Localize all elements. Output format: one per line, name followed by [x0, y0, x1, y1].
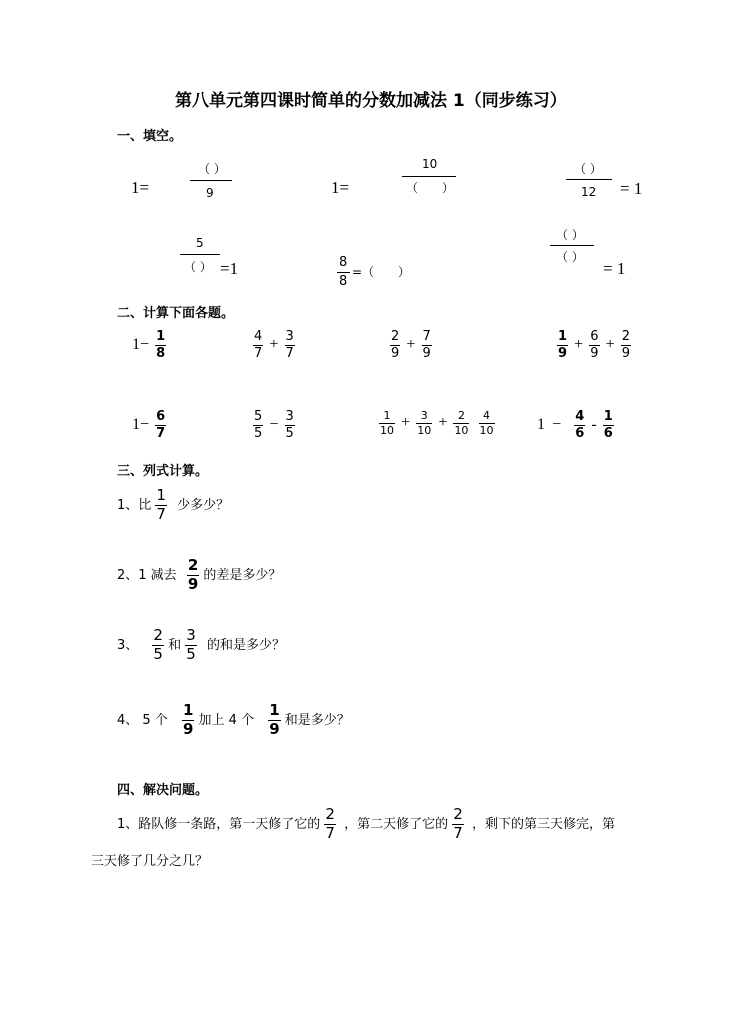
fill-6-numerator: （ ） [556, 228, 584, 242]
word-q4: 4、 5 个 $\frac{1}{9}$ 加上 4 个 $\frac{1}{9}$ 和是多少？ [117, 701, 350, 738]
problem-1-line-2: 三天修了几分之几？ [91, 854, 209, 869]
fill-3-denominator: 12 [581, 185, 597, 199]
fill-4-bar [180, 254, 220, 255]
fill-2-denominator: （ ） [406, 181, 455, 195]
fill-6-rhs: = 1 [603, 259, 626, 278]
fill-2-numerator: 10 [422, 157, 438, 171]
fill-4-rhs: =1 [220, 259, 239, 278]
fill-3-rhs: = 1 [620, 179, 643, 198]
calc-7: $\frac{1}{10}$ + $\frac{3}{10}$ + $\frac{2}{10}$ $\frac{4}{10}$ [380, 409, 494, 437]
fill-2-bar [402, 176, 456, 177]
word-q3: 3、 $\frac{2}{5}$ 和 $\frac{3}{5}$ 的和是多少？ [117, 626, 285, 663]
calc-3: $\frac{2}{9}$ + $\frac{7}{9}$ [391, 329, 431, 361]
fill-5-denominator: 8 [339, 274, 348, 289]
fill-5-rhs: =（ ） [352, 265, 411, 279]
fill-4-numerator: 5 [196, 236, 204, 250]
calc-1: 1− $\frac{1}{8}$ [132, 329, 166, 361]
section-1-heading: 一、填空。 [117, 129, 183, 144]
calc-6: $\frac{5}{5}$ − $\frac{3}{5}$ [254, 409, 294, 441]
section-2-heading: 二、计算下面各题。 [117, 306, 235, 321]
calc-5: 1− $\frac{6}{7}$ [132, 409, 166, 441]
page-title: 第八单元第四课时简单的分数加减法 1（同步练习） [175, 91, 567, 111]
calc-8: 1 − $\frac{4}{6}$ - $\frac{1}{6}$ [537, 409, 613, 441]
fill-6-denominator: （ ） [556, 250, 584, 264]
calc-4: $\frac{1}{9}$ + $\frac{6}{9}$ + $\frac{2}{9}$ [558, 329, 631, 361]
fill-1-denominator: 9 [206, 186, 214, 200]
word-q1: 1、比 $\frac{1}{7}$ 少多少？ [117, 486, 230, 523]
fill-2-lhs: 1= [331, 178, 350, 197]
fill-6-bar [550, 245, 594, 246]
fill-1-numerator: （ ） [198, 162, 226, 176]
fill-1-bar [190, 180, 232, 181]
fill-1-lhs: 1= [131, 178, 150, 197]
word-q2: 2、1 减去 $\frac{2}{9}$ 的差是多少？ [117, 556, 282, 593]
fill-3-numerator: （ ） [574, 162, 602, 176]
fill-5-bar [337, 272, 350, 273]
fill-5-numerator: 8 [339, 255, 348, 270]
problem-1-line-1: 1、路队修一条路，第一天修了它的 $\frac{2}{7}$ ，第二天修了它的 $\frac{2}{7}$ ，剩下的第三天修完，第 [117, 805, 615, 842]
section-4-heading: 四、解决问题。 [117, 783, 209, 798]
fill-3-bar [566, 179, 612, 180]
section-3-heading: 三、列式计算。 [117, 464, 209, 479]
calc-2: $\frac{4}{7}$ + $\frac{3}{7}$ [254, 329, 294, 361]
fill-4-denominator: （ ） [184, 260, 212, 274]
